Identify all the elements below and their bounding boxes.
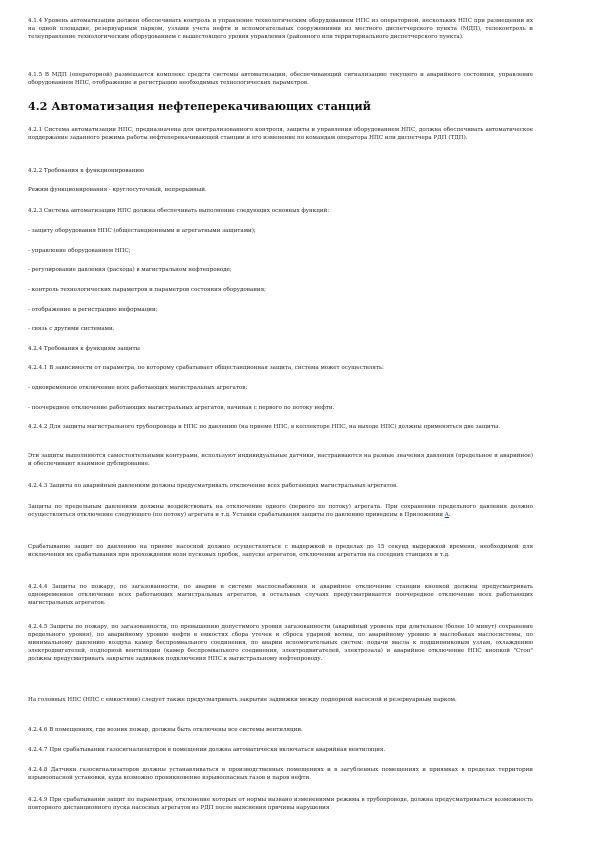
list-item: - регулирование давления (расхода) в магистральном нефтепроводе; [28, 267, 232, 273]
appendix-a-link[interactable]: А [444, 512, 449, 519]
paragraph-mode [28, 186, 533, 194]
paragraph-head-stations [28, 696, 533, 704]
paragraph-dual-protection [28, 452, 533, 468]
paragraph-limit-pressure [28, 503, 533, 519]
function-item-2 [28, 247, 533, 255]
paragraph-text: Эти защиты выполняются самостоятельными контурами, используют индивидуальные датчики, настраиваются на разные значения давления (предельное и аварийное) и обеспечивают взаимное дублирование. [28, 453, 533, 468]
paragraph-4-2-4-9 [28, 796, 533, 812]
disconnect-item-2 [28, 404, 533, 412]
paragraph-text: 4.1.5 В МДП (операторной) размещается комплекс средств системы автоматизации, обеспечивающий сигнализацию текущего и аварийного состояния, управление оборудованием НПС, отображение и регистрацию необходимых технологических параметров. [28, 72, 533, 87]
paragraph-text: 4.2.2 Требования к функционированию [28, 168, 144, 174]
paragraph-4-2-4-5 [28, 623, 533, 663]
paragraph-4-1-4 [28, 17, 533, 41]
paragraph-4-2-4 [28, 345, 533, 353]
function-item-3 [28, 266, 533, 274]
paragraph-text: На головных НПС (НПС с емкостями) следует также предусматривать закрытие задвижки между подпорной насосной и резервуарным парком. [28, 697, 457, 703]
function-item-6 [28, 325, 533, 333]
paragraph-4-2-4-4 [28, 583, 533, 607]
paragraph-text: 4.2.4.8 Датчики газосигнализаторов должны устанавливаться в производственных помещениях и в загубленных помещениях и приямках в пределах территории взрывоопасной установки, куда возможно проникновение взрывоопасных газов и паров нефти. [28, 767, 533, 782]
paragraph-text [28, 503, 533, 519]
paragraph-4-2-4-6 [28, 726, 533, 734]
paragraph-text: 4.2.4.2 Для защиты магистрального трубопровода и НПС по давлению (на приеме НПС, в коллекторе НПС, на выходе НПС) должны применяться две защиты. [28, 424, 500, 430]
disconnect-item-1 [28, 384, 533, 392]
paragraph-4-2-4-3 [28, 482, 533, 490]
list-item: - отображение и регистрацию информации; [28, 307, 158, 313]
list-item: - связь с другими системами. [28, 326, 115, 332]
paragraph-4-2-4-7 [28, 746, 533, 754]
paragraph-text: 4.2.3 Система автоматизации НПС должна обеспечивать выполнение следующих основных функций: [28, 208, 330, 214]
paragraph-4-1-5 [28, 71, 533, 87]
paragraph-text: 4.2.4.6 В помещениях, где возник пожар, должны быть отключены все системы вентиляции. [28, 727, 303, 733]
list-item: - защиту оборудования НПС (общестанционными и агрегатными защитами); [28, 228, 256, 234]
paragraph-text: 4.2.4.7 При срабатывании газосигнализаторов в помещении должна автоматически включаться аварийная вентиляция. [28, 747, 386, 753]
paragraph-4-2-4-8 [28, 766, 533, 782]
paragraph-text: 4.2.4.3 Защиты по аварийным давлениям должны предусматривать отключение всех работающих магистральных агрегатов. [28, 483, 398, 489]
paragraph-4-2-2 [28, 167, 533, 175]
paragraph-text: 4.2.4 Требования к функциям защиты [28, 346, 140, 352]
function-item-4 [28, 286, 533, 294]
paragraph-4-2-1 [28, 126, 533, 142]
paragraph-suction [28, 543, 533, 559]
paragraph-text: 4.2.4.4 Защиты по пожару, по загазованности, по аварии в системе маслоснабжения и аварийное отключение станции кнопкой должны предусматривать одновременное отключение всех работающих магистральных агрегатов, в остальных случаях предусматривается поочередное отключение всех работающих магистральных агрегатов. [28, 584, 533, 607]
paragraph-text: Режим функционирования - круглосуточный, непрерывный. [28, 187, 207, 193]
section-heading-4-2 [28, 100, 533, 113]
list-item: - одновременное отключение всех работающих магистральных агрегатов; [28, 385, 248, 391]
paragraph-4-2-3 [28, 207, 533, 215]
list-item: - контроль технологических параметров и параметров состояния оборудования; [28, 287, 266, 293]
list-item: - управление оборудованием НПС; [28, 248, 131, 254]
paragraph-4-2-4-1 [28, 364, 533, 372]
paragraph-text-part: . [448, 512, 451, 519]
function-item-1 [28, 227, 533, 235]
function-item-5 [28, 306, 533, 314]
paragraph-text: 4.2.4.5 Защиты по пожару, по загазованности, по превышению допустимого уровня загазованности (аварийный уровень при длительное (более 10 минут) сохранение предельного уровня), по аварийному уровню нефти в емкостях сбора утечек и сброса ударной волны, по аварийному уровню в маслобаках маслосистемы, по минимальному давлению воздуха камер беспромвального соединения, по аварии вспомогательных систем: подачи масла к подшипниковым узлам, охлаждению электродвигателей, подпорной вентиляции (камер беспромвального соединения, электродвигателей, электрозала) и аварийное отключение НПС кнопкой "Стоп" должны предусматривать закрытие задвижек подключения НПС к магистральному нефтепроводу. [28, 624, 533, 663]
list-item: - поочередное отключение работающих магистральных агрегатов, начиная с первого по потоку нефти. [28, 405, 335, 411]
section-heading: 4.2 Автоматизация нефтеперекачивающих станций [28, 99, 371, 113]
paragraph-text: 4.2.4.9 При срабатывании защит по параметрам, отклонение которых от нормы вызвано изменениями режима в трубопроводе, должна предусматриваться возможность повторного дистанционного пуска насосных агрегатов из РДП после выяснения причины нарушения [28, 797, 533, 812]
paragraph-text: Срабатывание защит по давлению на приеме насосной должно осуществляться с выдержкой в пределах до 15 секунд выдержкой времени, необходимой для исключения их срабатывания при прохождении волн пусковых пробок, запуске агрегатов, отключении агрегатов на соседних станциях и т.д. [28, 544, 533, 559]
paragraph-text: 4.1.4 Уровень автоматизации должен обеспечивать контроль и управление технологическим оборудованием НПС из операторной, нескольких НПС при размещении их на одной площадке, резервуарным парком, узлами учета нефти и вспомогательных сооружениями из местного диспетчерского пункта (МДП), телеконтроль и телеуправление технологическим оборудованием с вышестоящего уровня управления (районного или территориального диспетчерского пункта). [28, 18, 533, 41]
paragraph-text: 4.2.1 Система автоматизации НПС, предназначена для централизованного контроля, защиты и управления оборудованием НПС, должна обеспечивать автоматическое поддержание заданного режима работы нефтеперекачивающей станции и его изменение по командам оператора НПС или диспетчера РДП (ТДП). [28, 127, 533, 142]
paragraph-text: 4.2.4.1 В зависимости от параметра, по которому срабатывает общестанционная защита, система может осуществлять: [28, 365, 384, 371]
paragraph-4-2-4-2 [28, 423, 533, 431]
paragraph-text-part: Защиты по предельным давлениям должны воздействовать на отключение одного (первого по потоку) агрегата. При сохранении предельного давления должно осуществляться отключение следующего (по потоку) агрегата и т.д. Уставки срабатывания защиты по давлению приведены в Приложении [28, 504, 533, 519]
